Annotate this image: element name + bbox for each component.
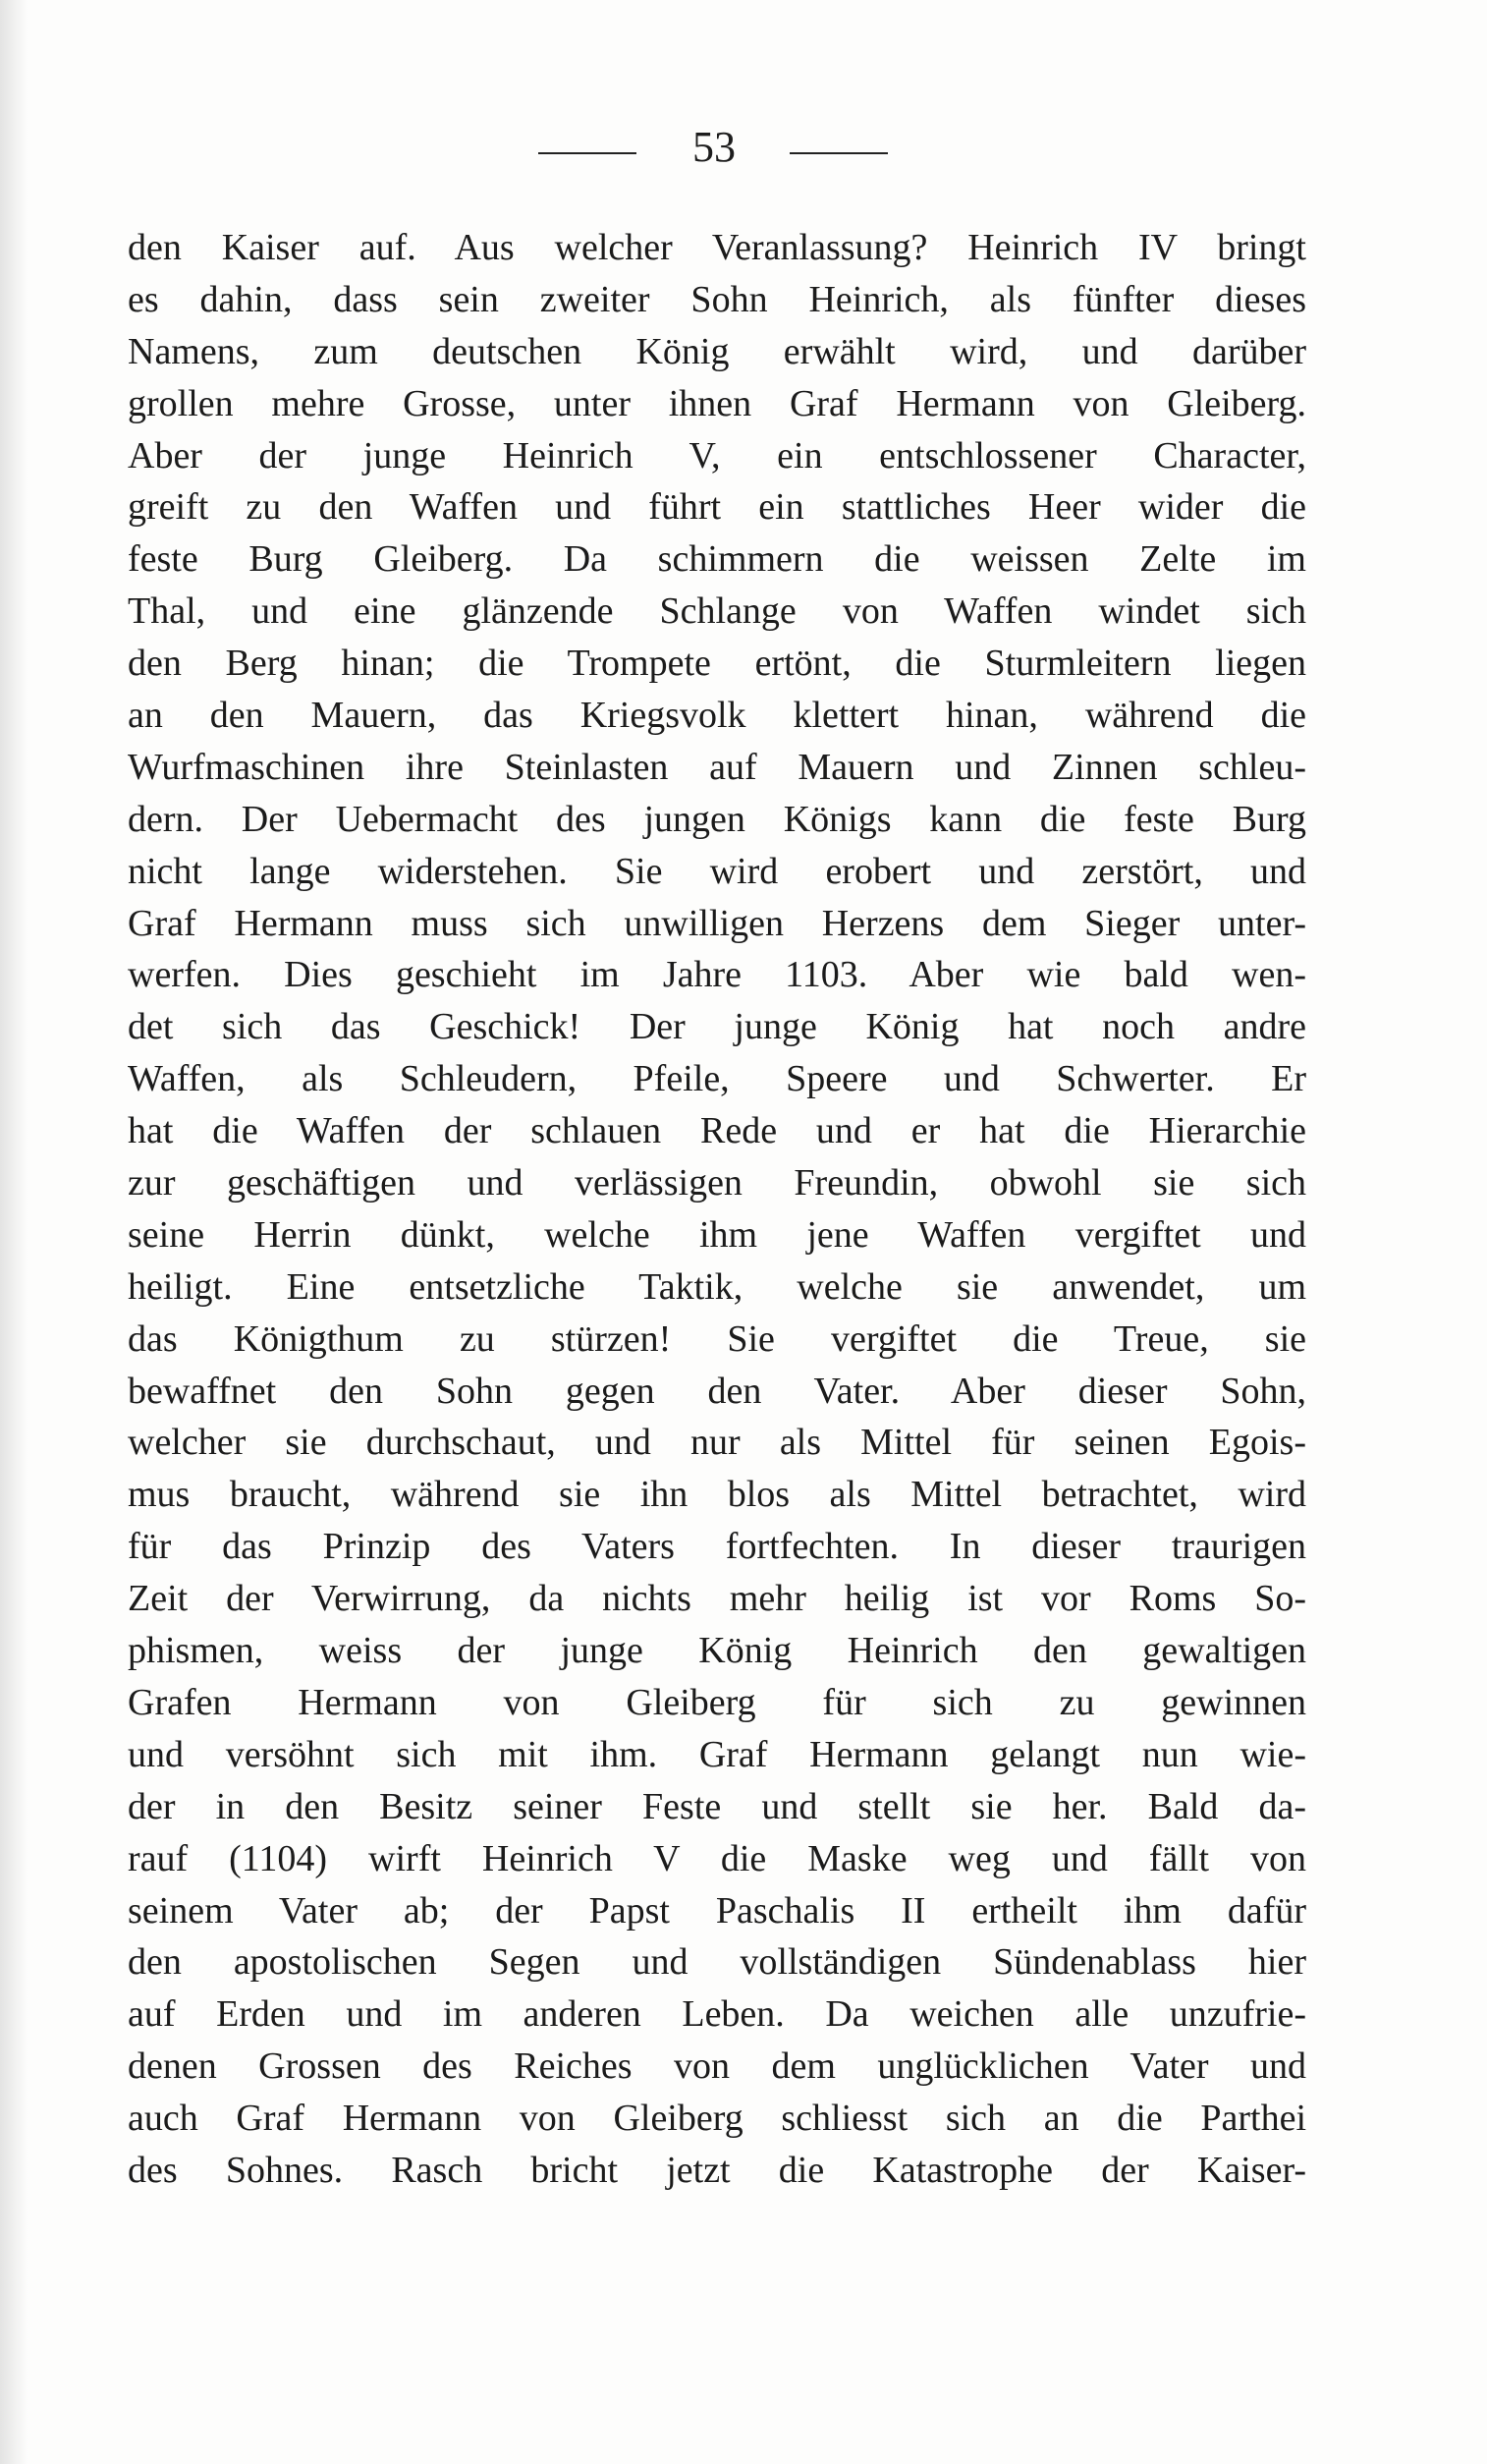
text-line: hat die Waffen der schlauen Rede und er hat die Hierarchie: [128, 1110, 1306, 1152]
header-rule-right: [790, 152, 888, 154]
text-line: an den Mauern, das Kriegsvolk klettert hinan, während die: [128, 695, 1306, 737]
text-line: und versöhnt sich mit ihm. Graf Hermann gelangt nun wie-: [128, 1733, 1306, 1775]
text-line: mus braucht, während sie ihn blos als Mittel betrachtet, wird: [128, 1474, 1306, 1516]
text-line: welcher sie durchschaut, und nur als Mittel für seinen Egois-: [128, 1422, 1306, 1464]
text-line: das Königthum zu stürzen! Sie vergiftet die Treue, sie: [128, 1317, 1306, 1360]
text-line: rauf (1104) wirft Heinrich V die Maske weg und fällt von: [128, 1837, 1306, 1879]
text-line: auf Erden und im anderen Leben. Da weichen alle unzufrie-: [128, 1993, 1306, 2036]
text-line: bewaffnet den Sohn gegen den Vater. Aber dieser Sohn,: [128, 1370, 1306, 1412]
text-line: auch Graf Hermann von Gleiberg schliesst sich an die Parthei: [128, 2098, 1306, 2140]
text-line: werfen. Dies geschieht im Jahre 1103. Aber wie bald wen-: [128, 954, 1306, 996]
text-line: det sich das Geschick! Der junge König hat noch andre: [128, 1006, 1306, 1048]
text-line: phismen, weiss der junge König Heinrich den gewaltigen: [128, 1630, 1306, 1672]
text-line: es dahin, dass sein zweiter Sohn Heinrich, als fünfter dieses: [128, 278, 1306, 320]
text-line: Waffen, als Schleudern, Pfeile, Speere und Schwerter. Er: [128, 1058, 1306, 1100]
text-line: greift zu den Waffen und führt ein stattliches Heer wider die: [128, 486, 1306, 529]
text-line: zur geschäftigen und verlässigen Freundin, obwohl sie sich: [128, 1162, 1306, 1204]
text-line: Graf Hermann muss sich unwilligen Herzens dem Sieger unter-: [128, 902, 1306, 944]
text-line: seine Herrin dünkt, welche ihm jene Waffen vergiftet und: [128, 1213, 1306, 1256]
text-line: feste Burg Gleiberg. Da schimmern die weissen Zelte im: [128, 538, 1306, 581]
text-line: den Berg hinan; die Trompete ertönt, die Sturmleitern liegen: [128, 643, 1306, 685]
text-line: des Sohnes. Rasch bricht jetzt die Katastrophe der Kaiser-: [128, 2149, 1306, 2191]
text-line: grollen mehre Grosse, unter ihnen Graf Hermann von Gleiberg.: [128, 382, 1306, 424]
text-line: Grafen Hermann von Gleiberg für sich zu gewinnen: [128, 1681, 1306, 1723]
text-line: heiligt. Eine entsetzliche Taktik, welche sie anwendet, um: [128, 1265, 1306, 1308]
text-line: denen Grossen des Reiches von dem unglücklichen Vater und: [128, 2045, 1306, 2088]
header-rule-left: [538, 152, 636, 154]
text-line: für das Prinzip des Vaters fortfechten. In dieser traurigen: [128, 1526, 1306, 1568]
text-line: dern. Der Uebermacht des jungen Königs kann die feste Burg: [128, 798, 1306, 840]
text-line: der in den Besitz seiner Feste und stellt sie her. Bald da-: [128, 1785, 1306, 1827]
text-line: seinem Vater ab; der Papst Paschalis II ertheilt ihm dafür: [128, 1889, 1306, 1932]
page-header: [0, 118, 1487, 177]
text-line: Namens, zum deutschen König erwählt wird, und darüber: [128, 330, 1306, 372]
text-line: den apostolischen Segen und vollständigen Sündenablass hier: [128, 1941, 1306, 1984]
text-line: Aber der junge Heinrich V, ein entschlossener Character,: [128, 434, 1306, 476]
text-line: Zeit der Verwirrung, da nichts mehr heilig ist vor Roms So-: [128, 1578, 1306, 1620]
text-line: Thal, und eine glänzende Schlange von Waffen windet sich: [128, 590, 1306, 633]
text-line: Wurfmaschinen ihre Steinlasten auf Mauern und Zinnen schleu-: [128, 746, 1306, 788]
text-line: nicht lange widerstehen. Sie wird erobert und zerstört, und: [128, 850, 1306, 892]
spine-shadow: [0, 0, 28, 2464]
text-line: den Kaiser auf. Aus welcher Veranlassung? Heinrich IV bringt: [128, 227, 1306, 268]
body-text: [128, 222, 1306, 2197]
page-number: 53: [692, 123, 736, 171]
